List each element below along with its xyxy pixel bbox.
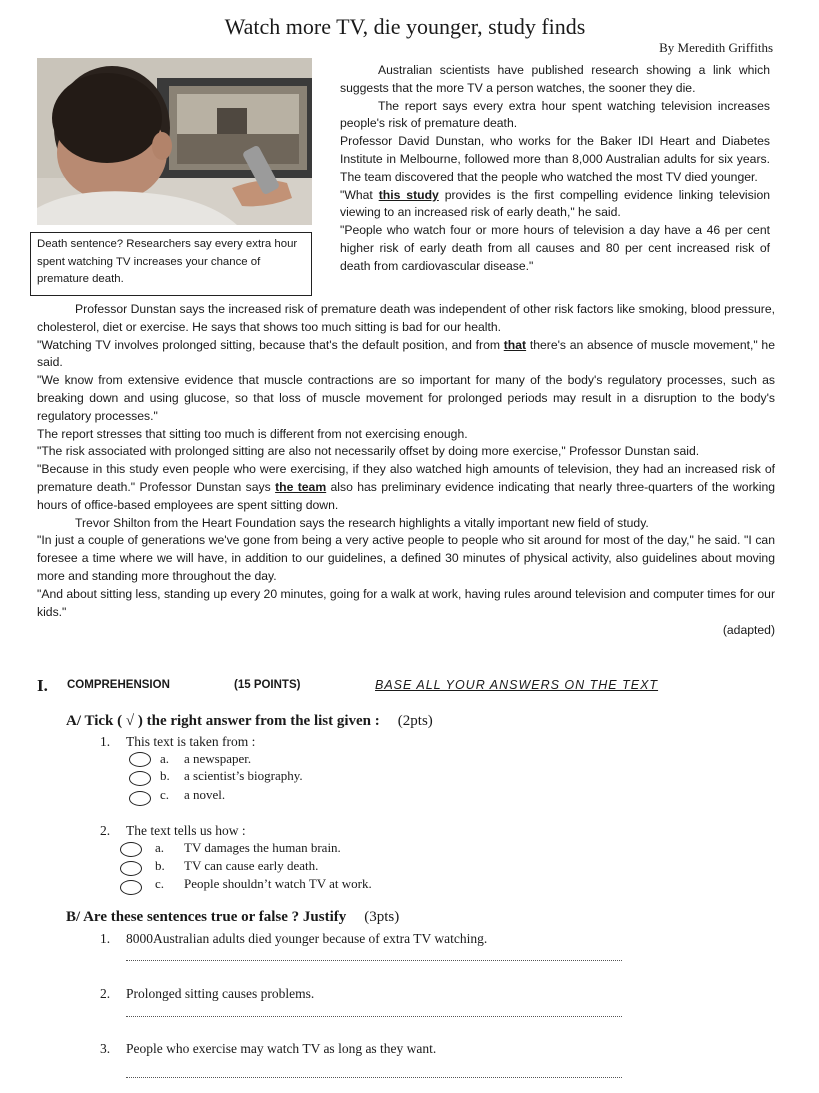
part-b-points: (3pts) <box>364 909 400 925</box>
answer-line[interactable] <box>126 1077 622 1078</box>
article-byline: By Meredith Griffiths <box>659 40 773 55</box>
question-text: 8000Australian adults died younger because of extra TV watching. <box>126 931 488 946</box>
option-letter: a. <box>155 840 165 855</box>
section-number: I. <box>37 676 48 695</box>
article-intro <box>340 62 770 276</box>
body-paragraph: "And about sitting less, standing up every 20 minutes, going for a walk at work, having rules around television and computer times for our kids." <box>37 586 776 619</box>
option-radio[interactable] <box>129 752 151 767</box>
question-text: This text is taken from : <box>126 734 256 749</box>
intro-text: "What <box>340 187 379 202</box>
section-points: (15 POINTS) <box>234 679 301 691</box>
option-text: a scientist’s biography. <box>184 768 303 783</box>
option-letter: c. <box>155 876 165 891</box>
answer-line[interactable] <box>126 1016 622 1017</box>
option-radio[interactable] <box>120 861 142 876</box>
intro-paragraph: "People who watch four or more hours of television a day have a 46 per cent higher risk of early death from all causes and 80 per cent increased risk of death from cardiovascular disease." <box>340 223 770 273</box>
question-text: The text tells us how : <box>126 823 246 838</box>
article-photo <box>37 58 312 225</box>
section-heading <box>37 676 797 698</box>
option-radio[interactable] <box>129 791 151 806</box>
body-paragraph: "The risk associated with prolonged sitting are also not necessarily offset by doing more exercise," Professor Dunstan said. <box>37 444 700 459</box>
section-title: COMPREHENSION <box>67 679 170 691</box>
part-b-heading-text: B/ Are these sentences true or false ? Justify <box>66 909 347 925</box>
question-number: 2. <box>100 986 111 1001</box>
article-body <box>37 301 775 621</box>
body-paragraph: "In just a couple of generations we've gone from being a very active people to people who sit around for most of the day," he said. "I can foresee a time where we will have, in addition to our guidelines, a defined 30 minutes of physical activity, also guidelines about moving more and standing more throughout the day. <box>37 533 775 583</box>
this-study-highlight: this study <box>378 187 439 202</box>
option-text: TV can cause early death. <box>184 858 319 873</box>
body-text: there's an absence of muscle movement," he said. <box>37 337 775 370</box>
question-number: 1. <box>100 734 111 749</box>
option-radio[interactable] <box>120 842 142 857</box>
option-text: TV damages the human brain. <box>184 840 341 855</box>
intro-paragraph: The report says every extra hour spent watching television increases people's risk of premature death. <box>340 98 770 131</box>
question-text: People who exercise may watch TV as long as they want. <box>126 1041 437 1056</box>
option-text: a newspaper. <box>184 751 252 766</box>
question-number: 2. <box>100 823 111 838</box>
body-paragraph: The report stresses that sitting too much is different from not exercising enough. <box>37 426 468 441</box>
option-letter: c. <box>160 787 170 802</box>
intro-text: provides is the first compelling evidence linking television viewing to an increased risk of early death," he said. <box>340 187 770 220</box>
body-text: "Watching TV involves prolonged sitting, because that's the default position, and from <box>37 337 504 352</box>
body-text: "Because in this study even people who were exercising, if they also watched high amounts of television, they had an increased risk of premature death." Professor Dunstan says <box>37 462 775 494</box>
option-letter: b. <box>160 768 170 783</box>
that-highlight: that <box>503 337 527 352</box>
question-number: 3. <box>100 1041 111 1056</box>
question-text: Prolonged sitting causes problems. <box>126 986 315 1001</box>
body-paragraph <box>37 337 775 373</box>
option-text: a novel. <box>184 787 226 802</box>
adapted-note: (adapted) <box>722 623 775 637</box>
photo-caption: Death sentence? Researchers say every extra hour spent watching TV increases your chance of premature death. <box>30 232 312 296</box>
intro-paragraph: Australian scientists have published research showing a link which suggests that the more TV a person watches, the sooner they die. <box>340 63 770 95</box>
body-paragraph: Trevor Shilton from the Heart Foundation says the research highlights a vitally important new field of study. <box>75 515 649 530</box>
intro-paragraph <box>340 187 770 223</box>
part-b-heading <box>66 909 399 926</box>
part-a-points: (2pts) <box>397 713 433 729</box>
intro-paragraph: Professor David Dunstan, who works for the Baker IDI Heart and Diabetes Institute in Melbourne, followed more than 8,000 Australian adults for six years. The team discovered that the people who watched the most TV died younger. <box>340 134 770 184</box>
body-paragraph: Professor Dunstan says the increased risk of premature death was independent of other risk factors like smoking, blood pressure, cholesterol, diet or exercise. He says that shows too much sitting is bad for our health. <box>37 302 775 334</box>
option-radio[interactable] <box>129 771 151 786</box>
part-a-heading <box>66 713 433 730</box>
option-letter: b. <box>155 858 165 873</box>
body-paragraph <box>37 461 775 514</box>
body-paragraph: "We know from extensive evidence that muscle contractions are so important for many of the body's regulatory processes, such as breaking down and using glucose, so that loss of muscle movement for prolonged periods may result in a disruption to the body's regulatory processes." <box>37 373 775 423</box>
article-title: Watch more TV, die younger, study finds <box>224 14 586 39</box>
body-text: also has preliminary evidence indicating that nearly three-quarters of the working hours of office-based employees are spent sitting down. <box>37 479 776 512</box>
part-a-heading-text: A/ Tick ( √ ) the right answer from the list given : <box>66 713 380 729</box>
option-radio[interactable] <box>120 880 142 895</box>
option-letter: a. <box>160 751 170 766</box>
option-text: People shouldn’t watch TV at work. <box>184 876 372 891</box>
section-instruction: BASE ALL YOUR ANSWERS ON THE TEXT <box>375 678 659 692</box>
answer-line[interactable] <box>126 960 622 961</box>
the-team-highlight: the team <box>275 479 327 494</box>
question-number: 1. <box>100 931 111 946</box>
